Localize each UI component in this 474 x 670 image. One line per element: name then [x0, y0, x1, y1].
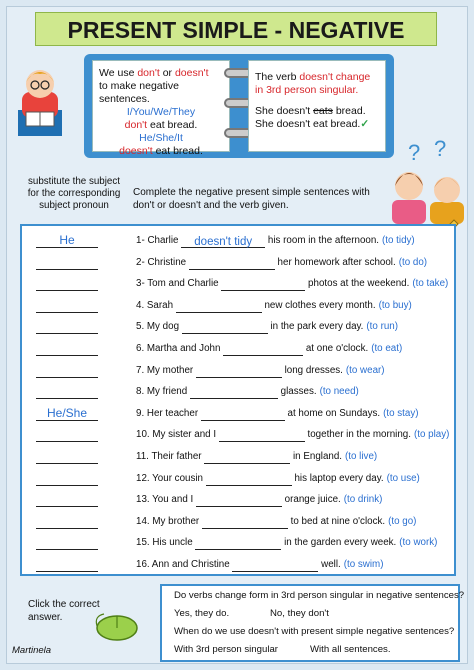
rule-page-left: We use don't or doesn't to make negative sentences. I/You/We/They don't eat bread. He/She/It doesn't eat bread. [92, 60, 230, 152]
verb-hint: (to swim) [343, 559, 384, 570]
exercise-sentence [136, 277, 448, 291]
exercise-row [22, 338, 454, 359]
exercise-number: 7. [136, 364, 145, 376]
exercise-sentence [136, 536, 437, 550]
question-2: When do we use doesn't with present simple negative sentences? [174, 626, 455, 637]
sentence-rest: his room in the afternoon. [265, 235, 380, 246]
verb-hint: (to stay) [383, 407, 419, 419]
verb-hint: (to go) [388, 515, 417, 527]
exercise-row [22, 446, 454, 467]
sentence-rest: together in the morning. [304, 429, 411, 441]
sentence-subject: Her teacher [144, 407, 201, 419]
exercise-row [22, 273, 454, 294]
verb-answer-field[interactable] [232, 560, 318, 572]
sentence-subject: Tom and Charlie [144, 278, 222, 290]
exercise-row [22, 468, 454, 489]
subject-pronoun-field[interactable] [36, 383, 98, 399]
subject-pronoun-field[interactable] [36, 556, 98, 572]
sentence-rest: at one o'clock. [303, 343, 369, 354]
verb-hint: (to run) [366, 321, 398, 333]
exercise-number: 15. [136, 537, 150, 549]
verb-hint: (to drink) [343, 494, 383, 506]
exercise-row [22, 360, 454, 381]
verb-answer-field[interactable] [206, 474, 292, 486]
computer-mouse-icon [94, 612, 140, 642]
sentence-rest: photos at the weekend. [305, 278, 410, 290]
svg-text:?: ? [408, 140, 421, 165]
sentence-rest: well. [318, 559, 341, 570]
exercise-row [22, 403, 454, 424]
verb-answer-field[interactable] [176, 301, 262, 313]
exercise-sentence [136, 472, 420, 486]
exercise-number: 13. [136, 494, 150, 506]
verb-hint: (to work) [399, 537, 438, 549]
subject-pronoun-field[interactable] [36, 448, 98, 464]
subject-pronoun-field[interactable] [36, 534, 98, 550]
answer-all-sentences[interactable]: With all sentences. [310, 644, 391, 655]
exercise-sentence [136, 320, 398, 334]
subject-pronoun-field[interactable] [36, 513, 98, 529]
verb-answer-field[interactable] [196, 495, 282, 507]
exercise-sentence [136, 407, 419, 421]
exercise-number: 16. [136, 559, 150, 570]
verb-hint: (to need) [319, 386, 359, 398]
verb-answer-field[interactable] [182, 322, 268, 334]
exercise-row [22, 381, 454, 402]
click-instruction: Click the correct answer. [28, 599, 100, 623]
sentence-rest: long dresses. [281, 364, 343, 376]
exercise-row [22, 511, 454, 532]
sentence-rest: her homework after school. [274, 256, 396, 268]
verb-hint: (to live) [345, 451, 378, 462]
answer-no-they-dont[interactable]: No, they don't [270, 608, 329, 619]
verb-answer-field[interactable] [201, 409, 285, 421]
exercise-row [22, 316, 454, 337]
exercise-row [22, 532, 454, 553]
exercise-sentence [136, 385, 359, 399]
sentence-subject: My brother [149, 515, 202, 527]
sentence-rest: in England. [290, 451, 343, 462]
exercise-sentence [136, 493, 382, 507]
exercise-box [20, 224, 456, 576]
verb-answer-field[interactable] [189, 258, 275, 270]
sentence-subject: You and I [149, 494, 196, 506]
exercise-number: 3- [136, 278, 145, 290]
exercise-sentence [136, 342, 402, 356]
sentence-subject: My mother [144, 364, 196, 376]
subjects-singular: He/She/It [139, 132, 183, 144]
sentence-subject: My friend [144, 386, 190, 398]
sentence-rest: orange juice. [281, 494, 341, 506]
verb-hint: (to use) [386, 472, 420, 484]
sentence-rest: in the park every day. [267, 321, 364, 333]
sentence-subject: My sister and I [149, 429, 219, 441]
exercise-number: 12. [136, 472, 150, 484]
verb-hint: (to tidy) [382, 235, 415, 246]
verb-hint: (to play) [413, 429, 450, 441]
reading-boy-illustration [14, 62, 66, 138]
exercise-sentence [136, 450, 377, 464]
sentence-rest: in the garden every week. [281, 537, 397, 549]
instruction-subject: substitute the subject for the corresponding subject pronoun [27, 176, 121, 211]
sentence-subject: Ann and Christine [149, 559, 233, 570]
exercise-number: 4. [136, 299, 145, 311]
exercise-number: 11. [136, 451, 149, 462]
subject-pronoun-field[interactable] [36, 275, 98, 291]
sentence-subject: Sarah [144, 299, 176, 311]
rule-notebook [84, 54, 394, 158]
exercise-row [22, 489, 454, 510]
exercise-sentence [136, 428, 449, 442]
exercise-number: 5. [136, 321, 145, 333]
verb-answer-field[interactable] [204, 452, 290, 464]
exercise-sentence [136, 256, 427, 270]
sentence-rest: his laptop every day. [291, 472, 384, 484]
verb-answer-field[interactable] [202, 517, 288, 529]
verb-hint: (to take) [412, 278, 449, 290]
subject-pronoun-field[interactable] [36, 362, 98, 378]
subject-pronoun-field[interactable]: He/She [36, 405, 98, 421]
subject-pronoun-field[interactable] [36, 318, 98, 334]
verb-hint: (to buy) [378, 299, 412, 311]
sentence-subject: Charlie [144, 235, 182, 246]
svg-text:?: ? [434, 138, 447, 161]
exercise-number: 14. [136, 515, 150, 527]
verb-hint: (to wear) [345, 364, 385, 376]
verb-answer-field[interactable]: doesn't tidy [181, 236, 265, 248]
subject-pronoun-field[interactable] [36, 254, 98, 270]
sentence-subject: His uncle [149, 537, 196, 549]
verb-answer-field[interactable] [221, 279, 305, 291]
question-box [160, 584, 465, 662]
check-icon: ✓ [360, 118, 370, 130]
thinking-kids-illustration [392, 138, 464, 224]
exercise-number: 9. [136, 407, 145, 419]
subject-pronoun-field[interactable] [36, 297, 98, 313]
verb-answer-field[interactable] [219, 430, 305, 442]
author-signature: Martinela [12, 645, 52, 656]
question-1: Do verbs change form in 3rd person singular in negative sentences? [174, 590, 465, 601]
page-title: PRESENT SIMPLE - NEGATIVE [35, 12, 437, 46]
verb-answer-field[interactable] [190, 387, 278, 399]
exercise-number: 8. [136, 386, 145, 398]
verb-answer-field[interactable] [223, 344, 303, 356]
answer-yes-they-do[interactable]: Yes, they do. [174, 608, 230, 619]
sentence-subject: Their father [148, 451, 205, 462]
verb-hint: (to do) [398, 256, 428, 268]
exercise-number: 1- [136, 235, 145, 246]
exercise-number: 10. [136, 429, 150, 441]
sentence-rest: new clothes every month. [261, 299, 376, 311]
subject-pronoun-field[interactable] [36, 491, 98, 507]
verb-answer-field[interactable] [196, 366, 282, 378]
subject-pronoun-field[interactable] [36, 340, 98, 356]
sentence-rest: to bed at nine o'clock. [287, 515, 386, 527]
exercise-row [22, 252, 454, 273]
subjects-plural: I/You/We/They [126, 106, 196, 118]
sentence-subject: Christine [144, 256, 189, 268]
subject-pronoun-field[interactable]: He [36, 232, 98, 248]
sentence-subject: My dog [144, 321, 182, 333]
exercise-sentence [136, 558, 383, 572]
sentence-subject: Martha and John [144, 343, 224, 354]
exercise-row [22, 554, 454, 575]
rule-page-right: The verb doesn't change in 3rd person singular. She doesn't eats bread. She doesn't eat bread.✓ [248, 60, 386, 152]
answer-third-person[interactable]: With 3rd person singular [174, 644, 278, 655]
exercise-sentence [136, 515, 416, 529]
exercise-row [22, 295, 454, 316]
subject-pronoun-field[interactable] [36, 470, 98, 486]
exercise-sentence [136, 364, 385, 378]
verb-answer-field[interactable] [195, 538, 281, 550]
exercise-sentence [136, 299, 412, 313]
sentence-rest: glasses. [277, 386, 317, 398]
exercise-sentence [136, 234, 415, 248]
instruction-complete: Complete the negative present simple sentences with don't or doesn't and the verb given. [133, 187, 370, 211]
exercise-number: 6. [136, 343, 145, 354]
exercise-number: 2- [136, 256, 145, 268]
exercise-row [22, 424, 454, 445]
subject-pronoun-field[interactable] [36, 426, 98, 442]
sentence-rest: at home on Sundays. [284, 407, 381, 419]
exercise-row [22, 230, 454, 251]
verb-hint: (to eat) [371, 343, 403, 354]
sentence-subject: Your cousin [149, 472, 206, 484]
